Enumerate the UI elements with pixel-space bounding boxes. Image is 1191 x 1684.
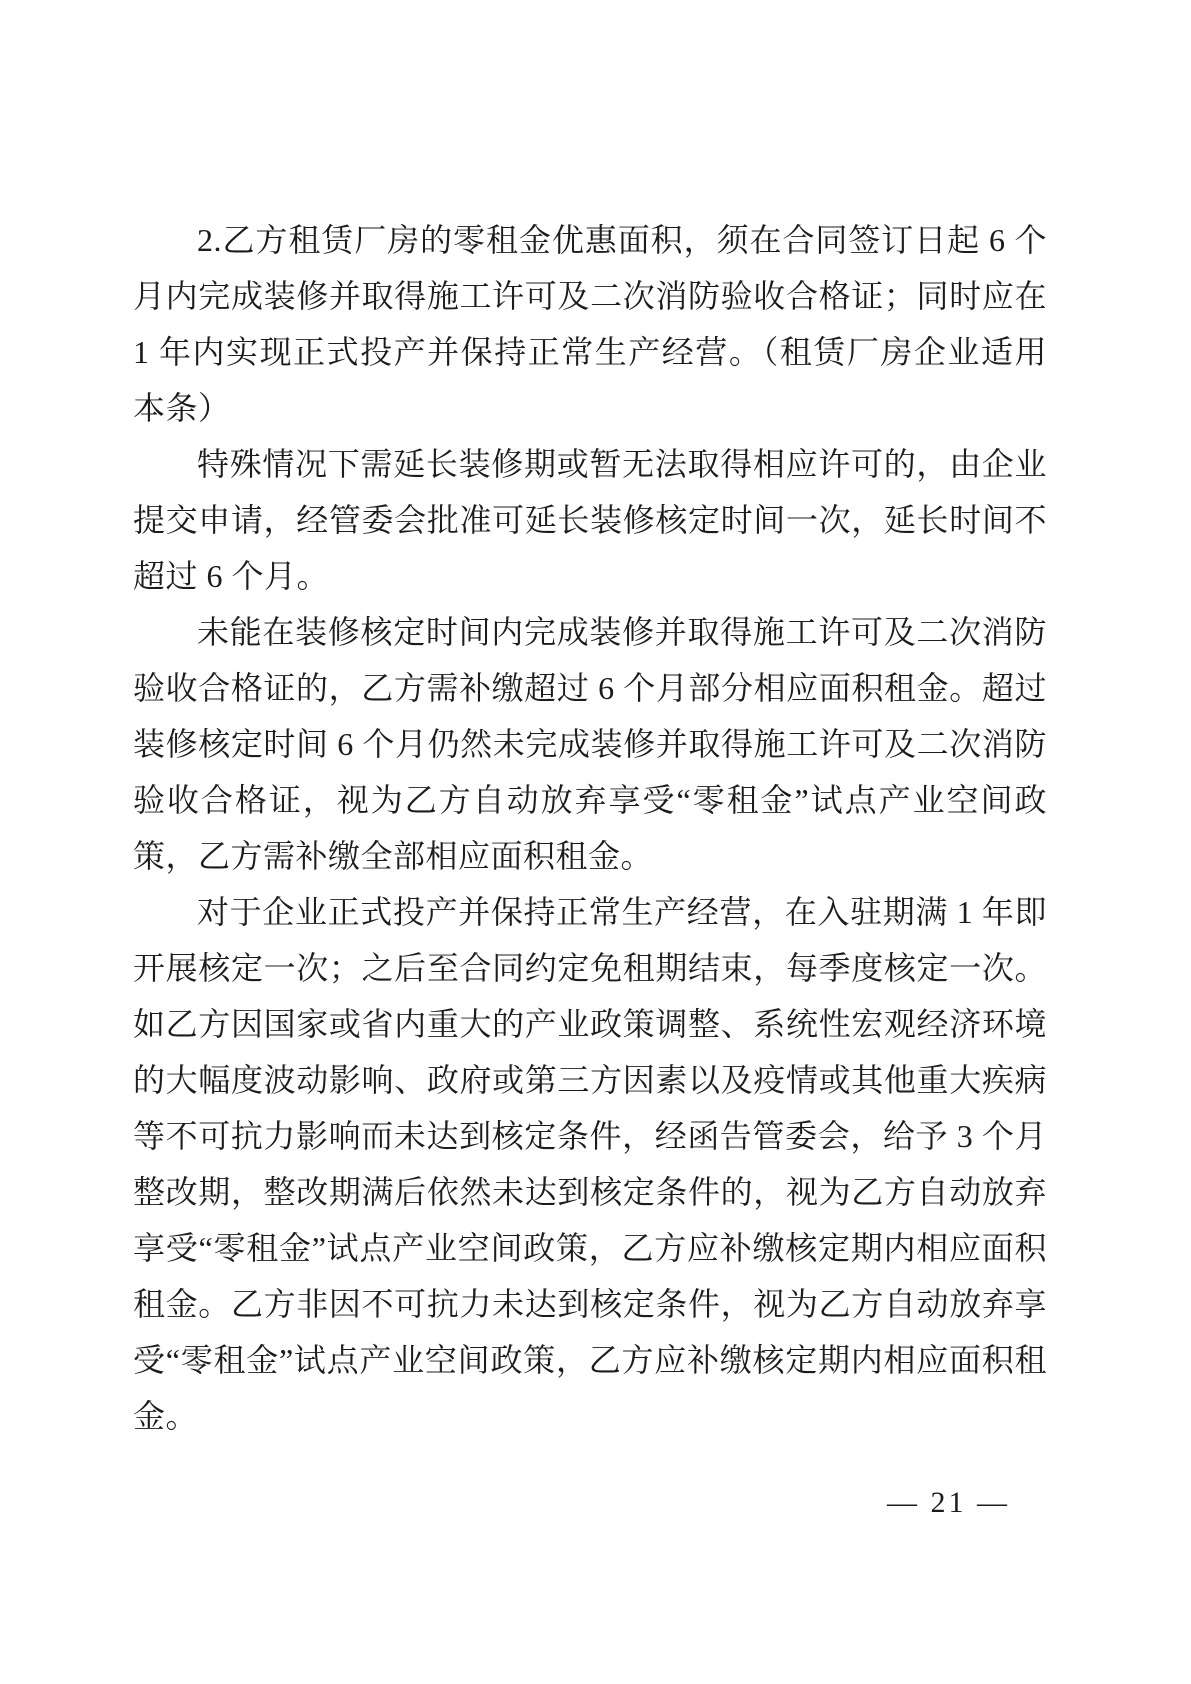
paragraph-1: 2.乙方租赁厂房的零租金优惠面积，须在合同签订日起 6 个月内完成装修并取得施工许可及二次消防验收合格证；同时应在 1 年内实现正式投产并保持正常生产经营。（租赁厂房企业适用本条） <box>133 222 1047 426</box>
paragraph-2: 特殊情况下需延长装修期或暂无法取得相应许可的，由企业提交申请，经管委会批准可延长装修核定时间一次，延长时间不超过 6 个月。 <box>133 446 1047 594</box>
paragraph-4: 对于企业正式投产并保持正常生产经营，在入驻期满 1 年即开展核定一次；之后至合同约定免租期结束，每季度核定一次。如乙方因国家或省内重大的产业政策调整、系统性宏观经济环境的大幅度波动影响、政府或第三方因素以及疫情或其他重大疾病等不可抗力影响而未达到核定条件，经函告管委会，给予 3 个月整改期，整改期满后依然未达到核定条件的，视为乙方自动放弃享受“零租金”试点产业空间政策，乙方应补缴核定期内相应面积租金。乙方非因不可抗力未达到核定条件，视为乙方自动放弃享受“零租金”试点产业空间政策，乙方应补缴核定期内相应面积租金。 <box>133 894 1047 1434</box>
paragraph-3: 未能在装修核定时间内完成装修并取得施工许可及二次消防验收合格证的，乙方需补缴超过 6 个月部分相应面积租金。超过装修核定时间 6 个月仍然未完成装修并取得施工许可及二次消防验收合格证，视为乙方自动放弃享受“零租金”试点产业空间政策，乙方需补缴全部相应面积租金。 <box>133 614 1047 874</box>
page-number: — 21 — <box>887 1486 1010 1519</box>
document-body <box>133 212 1047 1444</box>
